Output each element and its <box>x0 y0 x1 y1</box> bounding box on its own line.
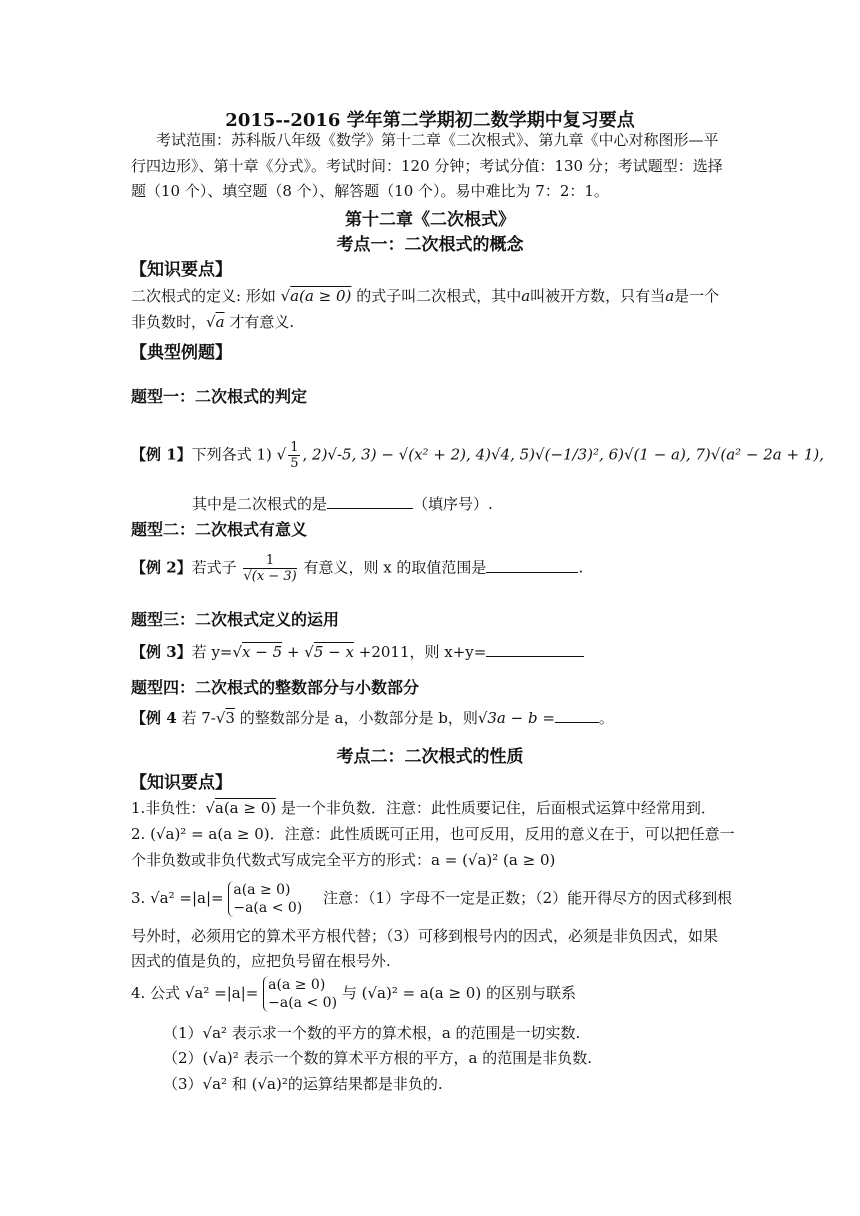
example-2-text-a: 若式子 <box>191 558 237 577</box>
example-3-expr-1: x − 5 <box>242 643 283 661</box>
radical-sign: √ <box>280 287 291 305</box>
answer-blank-2[interactable] <box>486 558 578 573</box>
examples-heading: 【典型例题】 <box>130 343 232 363</box>
example-1-item-2: 2)√-5, <box>312 445 357 464</box>
property-2-text: ．注意：此性质既可正用，也可反用，反用的意义在于，可以把任意一 <box>269 825 735 843</box>
fraction-denominator: 5 <box>290 456 299 471</box>
answer-blank-1[interactable] <box>327 494 413 509</box>
def-text-a: 二次根式的定义: 形如 <box>131 287 276 305</box>
example-4-label: 【例 4 <box>131 709 177 727</box>
radical-sign: √ <box>304 643 314 661</box>
property-2-label: 2. <box>131 825 146 843</box>
example-3-line <box>131 642 584 662</box>
sub-point-3-text-a: 和 <box>231 1075 247 1093</box>
example-2-label: 【例 2】 <box>131 558 192 577</box>
example-4-expr: 3a − b = <box>487 709 555 727</box>
def-line2-expression: a <box>215 313 225 331</box>
definition-line-1 <box>131 286 719 306</box>
sub-point-1-label: （1） <box>163 1024 203 1042</box>
example-1-label: 【例 1】 <box>131 445 192 464</box>
property-2-line-2 <box>131 850 555 870</box>
def-variable-a: a <box>521 287 531 305</box>
property-1-text: 是一个非负数．注意：此性质要记住，后面根式运算中经常用到． <box>280 799 716 817</box>
sub-point-2-text: 表示一个数的算术平方根的平方，a 的范围是非负数. <box>243 1049 593 1067</box>
case-negative: −a(a < 0) <box>268 995 338 1011</box>
radical-sign: √ <box>206 313 216 331</box>
sub-point-2-label: （2） <box>163 1049 203 1067</box>
sub-point-3-expr-1: √a² <box>202 1075 228 1093</box>
property-1-label: 1.非负性： <box>131 799 206 817</box>
property-1 <box>131 798 716 818</box>
sub-point-3-expr-2: (√a)² <box>251 1075 288 1093</box>
radical-sign: √ <box>215 709 226 727</box>
property-4-expr-2: (√a)² = a(a ≥ 0) <box>361 984 482 1002</box>
sub-point-1-expr: √a² <box>202 1024 228 1042</box>
example-4-text-d: 。 <box>598 709 614 727</box>
radical-sign: √ <box>232 643 243 661</box>
fraction-example-2 <box>243 553 296 584</box>
property-2-line-2-text: 个非负数或非负代数式写成完全平方的形式： <box>131 851 432 869</box>
point2-title: 考点二：二次根式的性质 <box>336 747 524 767</box>
property-3-text: 注意：（1）字母不一定是正数；（2）能开得尽方的因式移到根 <box>323 889 733 907</box>
example-3-text-b: +2011，则 x+y= <box>358 643 487 661</box>
property-3-cases <box>228 881 302 917</box>
property-3-expr: √a² =|a|= <box>150 889 224 907</box>
property-3 <box>131 878 732 918</box>
def-text-c: 叫被开方数，只有当 <box>530 287 666 305</box>
example-1-item-4: 4)√4, <box>475 445 515 464</box>
example-3-plus: + <box>286 643 300 661</box>
property-4-expr: √a² =|a|= <box>184 984 259 1002</box>
sub-point-1-text: 表示求一个数的平方的算术根，a 的范围是一切实数. <box>231 1024 581 1042</box>
property-3-label: 3. <box>131 889 146 907</box>
def-expression: a(a ≥ 0) <box>290 287 352 305</box>
case-nonnegative: a(a ≥ 0) <box>268 977 326 993</box>
sub-point-3-text-b: 的运算结果都是非负的. <box>287 1075 443 1093</box>
property-3-line-3: 因式的值是负的，应把负号留在根号外. <box>131 952 391 970</box>
example-1-item-3: 3) − √(x² + 2), <box>361 445 471 464</box>
property-1-expr: a(a ≥ 0) <box>214 799 277 817</box>
example-2-text-c: . <box>578 558 584 577</box>
property-4-text-a: 与 <box>341 984 357 1002</box>
property-4-cases <box>263 976 337 1012</box>
example-1-question: 其中是二次根式的是 <box>192 495 328 513</box>
example-4-text-a: 若 7- <box>181 709 216 727</box>
type2-heading: 题型二：二次根式有意义 <box>131 520 308 539</box>
definition-line-2 <box>131 312 294 332</box>
radical-sign: √ <box>276 445 287 464</box>
fraction-one-fifth <box>288 440 300 471</box>
property-4-label: 4. 公式 <box>131 984 181 1002</box>
type3-heading: 题型三：二次根式定义的运用 <box>131 610 340 629</box>
sub-point-2-expr: (√a)² <box>202 1049 239 1067</box>
case-negative: −a(a < 0) <box>233 900 303 916</box>
example-1-item-7: 7)√(a² − 2a + 1), <box>695 445 825 464</box>
fraction-numerator: 1 <box>290 440 299 455</box>
sub-point-3-label: （3） <box>163 1075 203 1093</box>
sub-point-2 <box>163 1048 592 1068</box>
example-1-tail: （填序号）. <box>413 495 493 513</box>
answer-blank-4[interactable] <box>555 708 599 723</box>
example-1-text: 下列各式 1) <box>191 445 272 464</box>
intro-line-3: 题（10 个）、填空题（8 个）、解答题（10 个）。易中难比为 7：2：1。 <box>131 182 609 200</box>
document-title: 2015--2016 学年第二学期初二数学期中复习要点 <box>225 110 635 131</box>
example-1-line: 【例 1】下列各式 1) √ $\frac{1}{5}$ , 2)√-5, 3) − √(x² + 2), 4)√4, 5)√(−1/3)², 6)√(1 − a), 7)√(a² − 2a + 1), <box>131 440 825 471</box>
fraction-denominator: √(x − 3) <box>243 569 297 584</box>
def-line2-a: 非负数时， <box>131 313 207 331</box>
type4-heading: 题型四：二次根式的整数部分与小数部分 <box>131 678 420 697</box>
answer-blank-3[interactable] <box>486 642 584 657</box>
example-3-text-a: 若 y= <box>191 643 233 661</box>
property-2 <box>131 824 735 844</box>
def-text-b: 的式子叫二次根式，其中 <box>356 287 522 305</box>
knowledge-heading-1: 【知识要点】 <box>130 260 232 280</box>
example-1-item-6: 6)√(1 − a), <box>608 445 691 464</box>
property-4 <box>131 973 576 1013</box>
example-3-expr-2: 5 − x <box>313 643 354 661</box>
case-nonnegative: a(a ≥ 0) <box>233 882 291 898</box>
type1-heading: 题型一：二次根式的判定 <box>131 387 308 406</box>
example-3-label: 【例 3】 <box>131 643 192 661</box>
property-2-expr: (√a)² = a(a ≥ 0) <box>150 825 270 843</box>
def-variable-a-2: a <box>665 287 675 305</box>
example-4-text-b: 的整数部分是 a，小数部分是 b，则 <box>239 709 478 727</box>
sub-point-1 <box>163 1023 580 1043</box>
def-line2-b: 才有意义. <box>229 313 295 331</box>
intro-line-1: 考试范围：苏科版八年级《数学》第十二章《二次根式》、第九章《中心对称图形—平 <box>156 131 719 149</box>
example-4-radicand: 3 <box>225 709 235 727</box>
knowledge-heading-2: 【知识要点】 <box>130 773 232 793</box>
property-3-line-2: 号外时，必须用它的算术平方根代替；（3）可移到根号内的因式，必须是非负因式，如果 <box>131 927 719 945</box>
example-1-line-2 <box>192 494 493 514</box>
fraction-numerator: 1 <box>243 553 296 569</box>
sub-point-3 <box>163 1074 443 1094</box>
example-1-item-5: 5)√(−1/3)², <box>519 445 604 464</box>
example-4-line <box>131 708 614 728</box>
chapter-title: 第十二章《二次根式》 <box>345 210 515 230</box>
radical-sign: √ <box>477 709 488 727</box>
property-2-line-2-expr: a = (√a)² (a ≥ 0) <box>431 851 556 869</box>
property-4-text-b: 的区别与联系 <box>485 984 576 1002</box>
point1-title: 考点一：二次根式的概念 <box>336 235 524 255</box>
radical-sign: √ <box>205 799 215 817</box>
example-2-text-b: 有意义，则 x 的取值范围是 <box>303 558 487 577</box>
def-text-d: 是一个 <box>674 287 720 305</box>
intro-line-2: 行四边形》、第十章《分式》。考试时间：120 分钟；考试分值：130 分；考试题型：选择 <box>131 157 723 175</box>
example-2-line <box>131 553 583 584</box>
